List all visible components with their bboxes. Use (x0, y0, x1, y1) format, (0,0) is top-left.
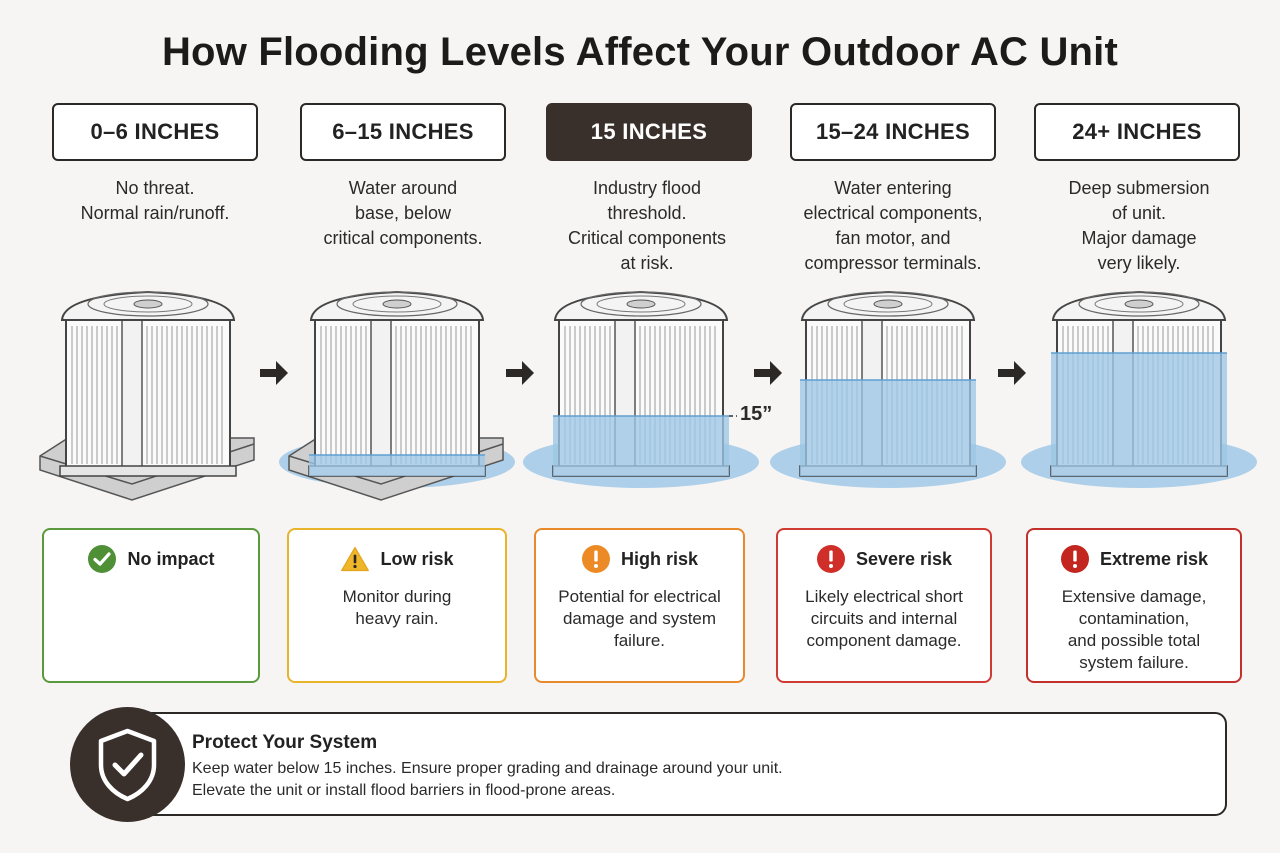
level-label-15-24: 15–24 INCHES (790, 103, 996, 161)
level-label-15: 15 INCHES (546, 103, 752, 161)
arrow-right-icon (996, 358, 1028, 388)
risk-line: Monitor during (342, 587, 452, 606)
shield-check-icon (70, 707, 185, 822)
risk-title: Low risk (380, 548, 454, 569)
risk-title: Extreme risk (1099, 548, 1209, 569)
desc-line: critical components. (323, 228, 483, 248)
protect-line-1: Keep water below 15 inches. Ensure proper grading and drainage around your unit. (192, 760, 783, 777)
level-desc-2 (532, 176, 762, 276)
exclamation-circle-icon (816, 544, 846, 574)
risk-line: heavy rain. (355, 609, 439, 628)
exclamation-circle-icon (1060, 544, 1090, 574)
level-desc-0 (40, 176, 270, 226)
risk-title: Severe risk (855, 548, 953, 569)
ac-unit (523, 292, 759, 488)
protect-line-2: Elevate the unit or install flood barriers in flood-prone areas. (192, 782, 616, 799)
level-label-24-plus: 24+ INCHES (1034, 103, 1240, 161)
risk-body (786, 586, 982, 652)
risk-line: contamination, (1078, 609, 1190, 628)
corner-post (371, 320, 391, 470)
warning-triangle-icon (340, 544, 370, 574)
fan-hub (874, 300, 902, 308)
exclamation-circle-icon (581, 544, 611, 574)
page-title: How Flooding Levels Affect Your Outdoor AC Unit (161, 30, 1119, 74)
flood-water (800, 380, 976, 476)
arrow-right-icon (258, 358, 290, 388)
desc-line: threshold. (607, 203, 687, 223)
shield-badge (70, 707, 185, 822)
arrow-right-icon (752, 358, 784, 388)
risk-line: component damage. (806, 631, 962, 650)
desc-line: Deep submersion (1068, 178, 1210, 198)
flood-water (553, 416, 729, 476)
risk-header (536, 544, 743, 574)
desc-line: electrical components, (803, 203, 983, 223)
risk-line: and possible total (1067, 631, 1201, 650)
risk-title: High risk (620, 548, 699, 569)
risk-line: failure. (613, 631, 666, 650)
risk-card-low (287, 528, 507, 683)
risk-line: circuits and internal (810, 609, 958, 628)
desc-line: Normal rain/runoff. (80, 203, 230, 223)
desc-line: of unit. (1111, 203, 1167, 223)
level-label-6-15: 6–15 INCHES (300, 103, 506, 161)
risk-card-no-impact (42, 528, 260, 683)
risk-title: No impact (127, 548, 215, 569)
fifteen-inch-marker: 15” (740, 403, 773, 425)
desc-line: compressor terminals. (804, 253, 982, 273)
desc-line: Water around (348, 178, 458, 198)
desc-line: Critical components (567, 228, 727, 248)
risk-card-extreme (1026, 528, 1242, 683)
desc-line: Major damage (1081, 228, 1197, 248)
risk-body (1036, 586, 1232, 674)
risk-body (297, 586, 497, 630)
ac-unit (1021, 292, 1257, 488)
risk-header (289, 544, 505, 574)
risk-body (544, 586, 735, 652)
risk-header (1028, 544, 1240, 574)
arrow-right-icon (504, 358, 536, 388)
unit-body (66, 320, 230, 470)
flood-water (309, 455, 485, 476)
risk-line: Likely electrical short (805, 587, 963, 606)
fan-hub (134, 300, 162, 308)
risk-header (44, 544, 258, 574)
level-desc-3 (778, 176, 1008, 276)
desc-line: Water entering (834, 178, 952, 198)
unit-body (315, 320, 479, 470)
unit-base (60, 466, 236, 476)
desc-line: Industry flood (592, 178, 702, 198)
risk-line: Potential for electrical (558, 587, 721, 606)
desc-line: base, below (354, 203, 452, 223)
level-desc-4 (1024, 176, 1254, 276)
risk-card-high (534, 528, 745, 683)
check-circle-icon (87, 544, 117, 574)
risk-line: damage and system (562, 609, 717, 628)
level-desc-1 (288, 176, 518, 251)
risk-header (778, 544, 990, 574)
ac-units-illustration (0, 270, 1280, 510)
desc-line: fan motor, and (835, 228, 951, 248)
desc-line: at risk. (620, 253, 674, 273)
fan-hub (1125, 300, 1153, 308)
ac-unit (770, 292, 1006, 488)
risk-line: Extensive damage, (1061, 587, 1207, 606)
desc-line: very likely. (1097, 253, 1181, 273)
ac-unit (40, 292, 254, 500)
fan-hub (383, 300, 411, 308)
protect-title: Protect Your System (192, 732, 378, 753)
ac-unit (279, 292, 515, 500)
corner-post (122, 320, 142, 470)
flood-water (1051, 353, 1227, 476)
fan-hub (627, 300, 655, 308)
risk-line: system failure. (1079, 653, 1189, 672)
desc-line: No threat. (115, 178, 195, 198)
risk-card-severe (776, 528, 992, 683)
level-label-0-6: 0–6 INCHES (52, 103, 258, 161)
